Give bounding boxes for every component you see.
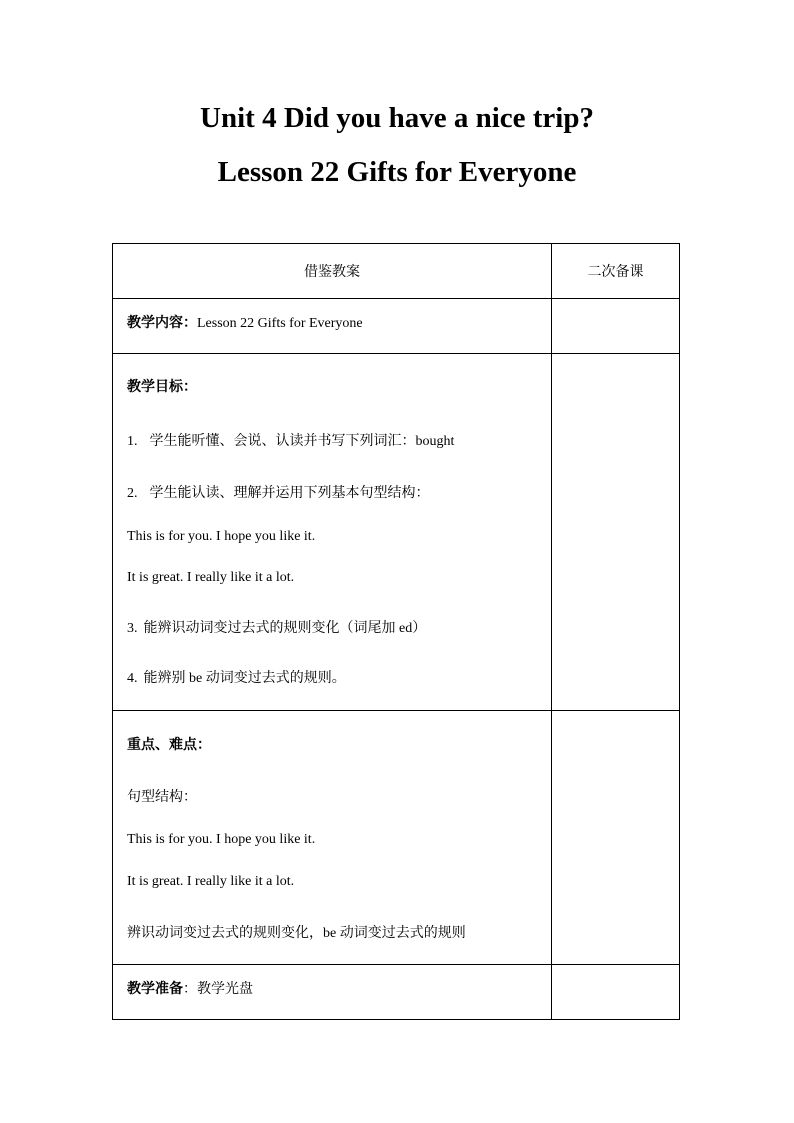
key-summary: 辨识动词变过去式的规则变化，be 动词变过去式的规则 <box>127 925 466 941</box>
goal-item-3: 3. 能辨识动词变过去式的规则变化（词尾加 ed） <box>127 620 427 636</box>
prep-value: ：教学光盘 <box>183 981 253 997</box>
content-label: 教学内容： <box>127 315 197 331</box>
content-cell <box>113 299 552 354</box>
key-sentence-2: It is great. I really like it a lot. <box>127 874 295 889</box>
goals-label: 教学目标： <box>127 379 197 395</box>
content-value: Lesson 22 Gifts for Everyone <box>197 316 363 331</box>
key-sentence-1: This is for you. I hope you like it. <box>127 832 316 847</box>
prep-label: 教学准备 <box>127 981 183 997</box>
goal-sentence-1: This is for you. I hope you like it. <box>127 529 316 544</box>
prep-side-cell <box>552 965 680 1020</box>
goal-item-4: 4. 能辨别 be 动词变过去式的规则。 <box>127 670 346 686</box>
content-side-cell <box>552 299 680 354</box>
key-points-side-cell <box>552 711 680 965</box>
goals-cell <box>113 354 552 711</box>
header-side-label: 二次备课 <box>587 264 644 280</box>
content-row <box>113 299 680 354</box>
header-main-cell <box>113 244 552 299</box>
key-points-label: 重点、难点： <box>127 737 211 753</box>
unit-title: Unit 4 Did you have a nice trip? <box>200 102 594 134</box>
structure-label: 句型结构： <box>127 789 197 805</box>
header-side-cell <box>552 244 680 299</box>
goal-sentence-2: It is great. I really like it a lot. <box>127 570 295 585</box>
table-header-row <box>113 244 680 299</box>
key-points-cell <box>113 711 552 965</box>
lesson-plan-table <box>112 243 680 1020</box>
lesson-title: Lesson 22 Gifts for Everyone <box>217 156 577 188</box>
key-points-row <box>113 711 680 965</box>
goal-item-2: 2. 学生能认读、理解并运用下列基本句型结构： <box>127 485 430 501</box>
header-main-label: 借鉴教案 <box>304 264 360 280</box>
prep-cell <box>113 965 552 1020</box>
goals-side-cell <box>552 354 680 711</box>
goals-row <box>113 354 680 711</box>
prep-row <box>113 965 680 1020</box>
goal-item-1: 1. 学生能听懂、会说、认读并书写下列词汇：bought <box>127 433 455 449</box>
